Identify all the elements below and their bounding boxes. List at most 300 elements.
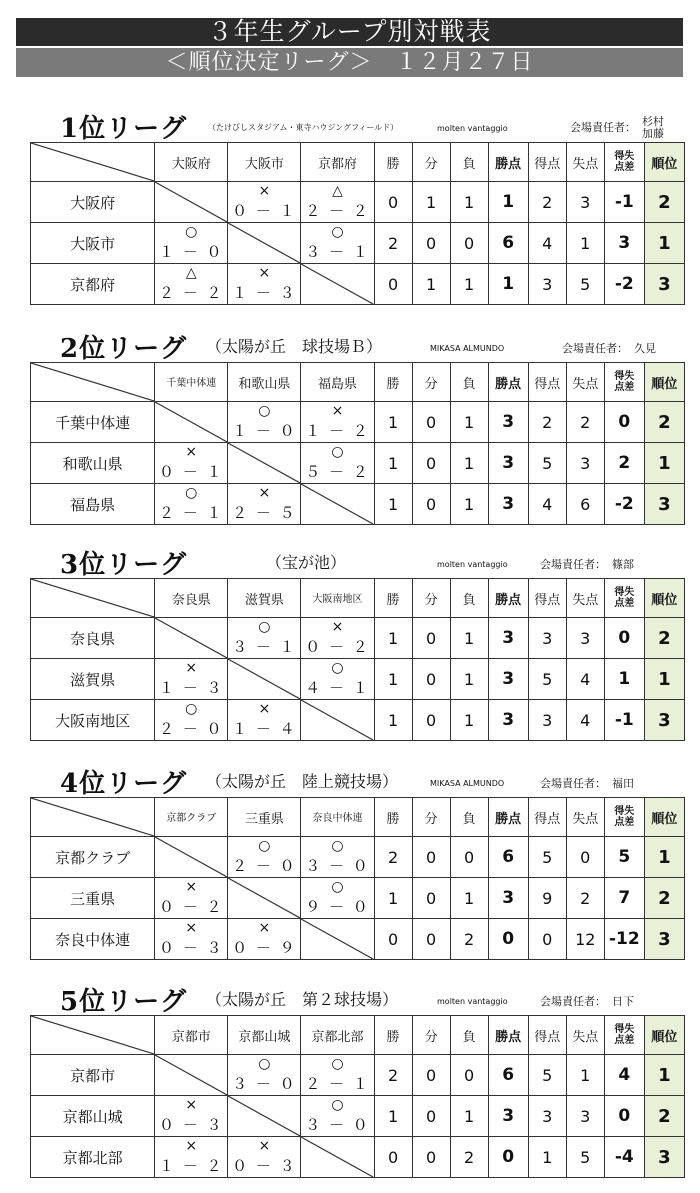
points: 0 [488,919,528,960]
table-row [31,919,685,960]
match-result [301,402,373,442]
column-team-name [228,1016,301,1055]
col-win: 勝 [374,363,412,402]
wins: 1 [374,618,412,659]
draws: 0 [412,1137,450,1178]
diagonal-line [301,919,373,959]
col-goal-diff [604,143,644,182]
table-row [31,618,685,659]
wins: 1 [374,878,412,919]
match-result [228,264,300,304]
result-mark: × [258,920,271,936]
col-rank: 順位 [644,363,684,402]
col-goal-diff [604,363,644,402]
league-title: 1位リーグ [60,114,188,144]
result-mark: × [185,879,198,895]
goals-against: 3 [566,1096,604,1137]
manager-label: 会場責任者： [540,777,606,790]
result-mark: × [258,265,271,281]
col-goal-diff-label [605,371,644,393]
match-result-cell [155,264,228,305]
match-result-cell [301,618,374,659]
goals-against: 1 [566,1055,604,1096]
result-mark: × [258,701,271,717]
match-result [155,1096,227,1136]
match-result-cell [301,919,374,960]
result-mark: × [331,403,344,419]
draws: 0 [412,402,450,443]
corner-cell [31,143,155,182]
column-team-name [155,579,228,618]
draws: 0 [412,1055,450,1096]
row-team-name: 福島県 [31,484,155,525]
points: 3 [488,402,528,443]
match-result-cell [228,618,301,659]
result-mark: × [185,444,198,460]
goal-diff: -2 [604,264,644,305]
match-result-cell [301,402,374,443]
league-section [30,322,685,525]
match-result-cell [228,659,301,700]
diagonal-line [31,579,154,617]
result-mark: × [185,1097,198,1113]
manager-name: 日下 [612,995,634,1008]
table-header-row [31,1016,685,1055]
wins: 0 [374,182,412,223]
goal-diff: 1 [604,659,644,700]
diff-label-top: 得失 [614,151,635,162]
row-team-name: 京都北部 [31,1137,155,1178]
result-mark: × [185,660,198,676]
col-goal-diff [604,579,644,618]
corner-cell [31,579,155,618]
losses: 1 [450,484,488,525]
col-rank: 順位 [644,1016,684,1055]
diagonal-line [301,1137,373,1177]
league-table [30,797,685,960]
losses: 0 [450,837,488,878]
match-result-cell [301,659,374,700]
table-row [31,223,685,264]
goals-for: 2 [528,182,566,223]
col-goals-for: 得点 [528,363,566,402]
goals-against: 4 [566,700,604,741]
result-score: ０ － ３ [158,939,224,957]
points: 3 [488,484,528,525]
page-subtitle: ＜順位決定リーグ＞ １２月２７日 [16,48,683,77]
points: 6 [488,223,528,264]
losses: 1 [450,618,488,659]
diff-label-top: 得失 [614,587,635,598]
league-header [30,538,685,578]
league-manager [540,775,634,791]
column-team-name [155,143,228,182]
points: 1 [488,264,528,305]
league-section [30,538,685,741]
result-mark: × [331,619,344,635]
col-goals-for: 得点 [528,798,566,837]
col-goals-against: 失点 [566,143,604,182]
result-mark: ○ [331,838,344,854]
column-team-label: 福島県 [317,376,357,392]
result-score: １ － ３ [158,679,224,697]
match-result-cell [155,402,228,443]
match-result-cell [301,700,374,741]
match-result [228,1055,300,1095]
draws: 1 [412,182,450,223]
match-result-cell [228,878,301,919]
league-title: 5位リーグ [60,987,188,1017]
league-section [30,102,685,305]
match-result-cell [301,837,374,878]
match-result [228,182,300,222]
match-result-cell [155,659,228,700]
match-result [301,443,373,483]
rank: 1 [644,443,684,484]
result-score: １ － ２ [158,1157,224,1175]
match-result-cell [228,1137,301,1178]
match-result-cell [155,837,228,878]
table-header-row [31,579,685,618]
draws: 0 [412,878,450,919]
match-result [155,443,227,483]
manager-name: 福田 [612,777,634,790]
wins: 1 [374,484,412,525]
match-result-cell [228,700,301,741]
diff-label-bottom: 点差 [614,1035,635,1046]
league-header [30,975,685,1015]
match-result [301,223,373,263]
row-team-name: 奈良県 [31,618,155,659]
result-mark: ○ [331,879,344,895]
goals-for: 1 [528,1137,566,1178]
points: 3 [488,443,528,484]
league-section [30,757,685,960]
row-team-name: 滋賀県 [31,659,155,700]
col-goal-diff [604,798,644,837]
match-result-cell [301,878,374,919]
goals-against: 0 [566,837,604,878]
col-goal-diff-label [605,151,644,173]
result-mark: ○ [258,619,271,635]
league-table [30,1015,685,1178]
column-team-name [228,579,301,618]
col-points: 勝点 [488,143,528,182]
points: 0 [488,1137,528,1178]
diff-label-top: 得失 [614,371,635,382]
manager-names [612,778,634,790]
wins: 2 [374,1055,412,1096]
col-goal-diff [604,1016,644,1055]
rank: 3 [644,1137,684,1178]
goal-diff: 0 [604,402,644,443]
result-score: ０ － ３ [232,1157,297,1175]
match-result-cell [228,837,301,878]
wins: 2 [374,837,412,878]
goals-for: 9 [528,878,566,919]
row-team-name: 京都クラブ [31,837,155,878]
league-venue: （太陽が丘 陸上競技場） [206,772,399,791]
match-result-cell [301,1096,374,1137]
column-team-name [155,798,228,837]
match-result-cell [228,919,301,960]
manager-label: 会場責任者： [540,995,606,1008]
col-loss: 負 [450,1016,488,1055]
manager-names [612,996,634,1008]
result-score: ２ － １ [158,504,224,522]
draws: 0 [412,700,450,741]
wins: 0 [374,1137,412,1178]
match-result [301,878,373,918]
league-title: 2位リーグ [60,334,188,364]
goals-for: 2 [528,402,566,443]
table-row [31,659,685,700]
col-points: 勝点 [488,579,528,618]
losses: 1 [450,700,488,741]
goals-for: 5 [528,659,566,700]
result-mark: ○ [258,403,271,419]
match-result [228,919,300,959]
diff-label-bottom: 点差 [614,162,635,173]
goals-against: 5 [566,264,604,305]
goals-against: 4 [566,659,604,700]
rank: 3 [644,700,684,741]
row-team-name: 大阪南地区 [31,700,155,741]
table-header-row [31,363,685,402]
result-score: ２ － ２ [158,284,224,302]
row-team-name: 三重県 [31,878,155,919]
column-team-name [301,798,374,837]
diagonal-line [155,402,227,442]
match-result-cell [155,618,228,659]
column-team-label: 千葉中体連 [166,378,217,389]
league-venue: （太陽が丘 球技場Ｂ） [206,337,383,356]
result-score: ２ － ０ [232,857,297,875]
rank: 1 [644,223,684,264]
col-goals-for: 得点 [528,579,566,618]
col-win: 勝 [374,798,412,837]
match-result [155,264,227,304]
rank: 2 [644,402,684,443]
match-result [228,1137,300,1177]
col-goal-diff-label [605,1024,644,1046]
league-ball: MIKASA ALMUNDO [430,344,505,353]
match-result-cell [301,484,374,525]
points: 3 [488,618,528,659]
league-header [30,102,685,142]
goal-diff: -2 [604,484,644,525]
col-loss: 負 [450,798,488,837]
manager-label: 会場責任者： [562,342,628,355]
points: 3 [488,878,528,919]
match-result-cell [155,443,228,484]
manager-label: 会場責任者： [540,558,606,571]
wins: 1 [374,443,412,484]
league-table [30,578,685,741]
match-result [301,182,373,222]
draws: 0 [412,1096,450,1137]
losses: 1 [450,878,488,919]
league-ball: molten vantaggio [437,124,508,133]
match-result-cell [301,223,374,264]
diagonal-line [31,1016,154,1054]
match-result [301,1096,373,1136]
col-points: 勝点 [488,798,528,837]
draws: 0 [412,618,450,659]
match-result-cell [301,1055,374,1096]
manager-names [612,559,634,571]
goal-diff: 4 [604,1055,644,1096]
column-team-label: 大阪市 [244,156,284,172]
corner-cell [31,1016,155,1055]
goals-for: 5 [528,837,566,878]
table-row [31,484,685,525]
diff-label-bottom: 点差 [614,817,635,828]
losses: 1 [450,1096,488,1137]
match-result-cell [228,182,301,223]
manager-names [642,116,664,140]
wins: 2 [374,223,412,264]
table-row [31,264,685,305]
goals-for: 0 [528,919,566,960]
draws: 0 [412,837,450,878]
result-score: ３ － １ [305,243,370,261]
result-mark: ○ [331,224,344,240]
column-team-name [301,579,374,618]
rank: 1 [644,1055,684,1096]
column-team-name [228,363,301,402]
goals-for: 4 [528,223,566,264]
goals-against: 6 [566,484,604,525]
goals-against: 3 [566,618,604,659]
match-result [155,700,227,740]
column-team-name [301,363,374,402]
result-score: ０ － ３ [158,1116,224,1134]
match-result-cell [301,264,374,305]
row-team-name: 京都山城 [31,1096,155,1137]
league-manager [570,116,664,140]
rank: 2 [644,182,684,223]
match-result-cell [155,1096,228,1137]
column-team-label: 京都市 [171,1029,211,1045]
result-mark: ○ [185,224,198,240]
diagonal-line [228,223,300,263]
league-ball: molten vantaggio [437,560,508,569]
goals-against: 1 [566,223,604,264]
goals-for: 3 [528,1096,566,1137]
result-score: ５ － ２ [305,463,370,481]
goals-against: 2 [566,402,604,443]
draws: 0 [412,484,450,525]
league-manager [540,993,634,1009]
match-result-cell [228,402,301,443]
match-result [228,484,300,524]
result-score: ４ － １ [305,679,370,697]
diff-label-top: 得失 [614,806,635,817]
diff-label-top: 得失 [614,1024,635,1035]
wins: 0 [374,919,412,960]
col-goals-for: 得点 [528,1016,566,1055]
draws: 0 [412,659,450,700]
match-result-cell [301,443,374,484]
goal-diff: 0 [604,1096,644,1137]
col-rank: 順位 [644,143,684,182]
draws: 0 [412,443,450,484]
goal-diff: 7 [604,878,644,919]
row-team-name: 奈良中体連 [31,919,155,960]
goal-diff: 3 [604,223,644,264]
league-header [30,757,685,797]
page-title: ３年生グループ別対戦表 [16,18,683,46]
diagonal-line [301,484,373,524]
result-score: ３ － ０ [232,1075,297,1093]
col-rank: 順位 [644,579,684,618]
result-mark: × [258,1138,271,1154]
rank: 2 [644,618,684,659]
points: 1 [488,182,528,223]
match-result-cell [228,1055,301,1096]
losses: 2 [450,919,488,960]
column-team-name [155,363,228,402]
wins: 0 [374,264,412,305]
result-score: ０ － ９ [232,939,297,957]
match-result [155,1137,227,1177]
column-team-label: 京都府 [317,156,357,172]
col-win: 勝 [374,143,412,182]
result-mark: ○ [258,1056,271,1072]
draws: 1 [412,264,450,305]
table-row [31,878,685,919]
table-row [31,443,685,484]
result-mark: △ [185,265,197,281]
result-score: ３ － ０ [305,857,370,875]
goals-for: 5 [528,1055,566,1096]
league-title: 4位リーグ [60,769,188,799]
match-result-cell [155,878,228,919]
column-team-label: 奈良中体連 [312,813,363,824]
goal-diff: 5 [604,837,644,878]
table-row [31,402,685,443]
result-mark: ○ [331,660,344,676]
column-team-name [228,143,301,182]
column-team-label: 大阪府 [171,156,211,172]
match-result [228,618,300,658]
match-result [301,618,373,658]
result-score: １ － ２ [305,422,370,440]
goals-against: 3 [566,182,604,223]
row-team-name: 大阪市 [31,223,155,264]
diagonal-line [228,659,300,699]
match-result [155,659,227,699]
goals-against: 5 [566,1137,604,1178]
match-result [301,659,373,699]
match-result-cell [155,223,228,264]
col-goals-for: 得点 [528,143,566,182]
league-manager [540,556,634,572]
result-score: ２ － １ [305,1075,370,1093]
goal-diff: -1 [604,700,644,741]
result-score: ０ － ２ [305,638,370,656]
goal-diff: -4 [604,1137,644,1178]
league-table [30,362,685,525]
diagonal-line [31,143,154,181]
points: 3 [488,1096,528,1137]
result-mark: ○ [331,1097,344,1113]
match-result-cell [301,1137,374,1178]
wins: 1 [374,659,412,700]
table-row [31,1055,685,1096]
league-venue: （たけびしスタジアム・東寺ハウジングフィールド） [208,123,399,132]
